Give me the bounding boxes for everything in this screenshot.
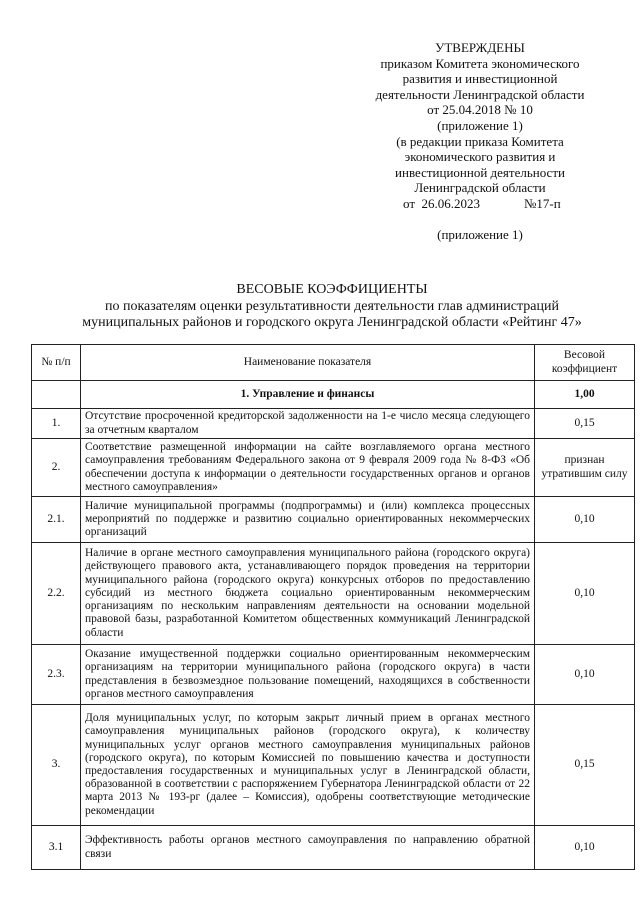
approval-line: инвестиционной деятельности (395, 164, 565, 180)
row-name: Соответствие размещенной информации на сайте возглавляемого органа местного самоуправления требованиям Федерального закона от 9 февраля 2009 года № 8-ФЗ «Об обеспечении доступа к информации о деятельности государственных органов и органов местного самоуправления» (81, 439, 535, 497)
document-title (30, 282, 634, 332)
approval-line: приказом Комитета экономического (380, 55, 580, 71)
approval-line: (приложение 1) (437, 117, 523, 133)
coefficients-table (31, 344, 635, 870)
title-subtitle: по показателям оценки результативности деятельности глав администраций (104, 298, 559, 314)
row-value: 0,10 (535, 497, 635, 543)
row-value: 0,10 (535, 645, 635, 705)
row-number: 1. (32, 409, 81, 439)
row-name: Оказание имущественной поддержки социально ориентированным некоммерческим организациям на территории муниципального района (городского округа) в части представления в безвозмездное пользование помещений, находящихся в собственности органов местного самоуправления (81, 645, 535, 705)
approval-line: УТВЕРЖДЕНЫ (435, 40, 525, 55)
approval-line: развития и инвестиционной (402, 71, 558, 87)
row-value: признан утратившим силу (535, 439, 635, 497)
title-heading: ВЕСОВЫЕ КОЭФФИЦИЕНТЫ (236, 282, 428, 297)
row-value: 0,10 (535, 543, 635, 645)
row-value: 0,10 (535, 826, 635, 870)
header-name: Наименование показателя (81, 345, 535, 381)
table-header-row (32, 345, 635, 381)
table-row (32, 705, 635, 826)
approval-line: от 25.04.2018 № 10 (427, 102, 533, 118)
row-name: Наличие муниципальной программы (подпрограммы) и (или) комплекса процессных мероприятий по поддержке и развитию социально ориентированных некоммерческих организаций (81, 497, 535, 543)
table-row (32, 543, 635, 645)
header-weight: Весовой коэффициент (535, 345, 635, 381)
header-number: № п/п (32, 345, 81, 381)
appendix-label: (приложение 1) (437, 226, 523, 242)
approval-line: экономического развития и (404, 149, 556, 165)
table-row (32, 826, 635, 870)
row-number: 3. (32, 705, 81, 826)
approval-stamp (330, 40, 630, 242)
title-subtitle: муниципальных районов и городского округа Ленинградской области «Рейтинг 47» (82, 315, 582, 330)
row-number: 2.2. (32, 543, 81, 645)
section-title: 1. Управление и финансы (81, 381, 535, 409)
table-row (32, 645, 635, 705)
row-name: Отсутствие просроченной кредиторской задолженности на 1-е число месяца следующего за отчетным кварталом (81, 409, 535, 439)
row-number: 2. (32, 439, 81, 497)
section-value: 1,00 (535, 381, 635, 409)
approval-line: деятельности Ленинградской области (375, 86, 585, 102)
row-name: Наличие в органе местного самоуправления муниципального района (городского округа) действующего правового акта, устанавливающего порядок проведения на территории муниципального района (городского округа) конкурсных отборов по предоставлению субсидий из местного бюджета социально ориентированным некоммерческим организациям по нескольким направлениям деятельности на основании модельной правовой базы, разработанной Комитетом общественных коммуникаций Ленинградской области (81, 543, 535, 645)
table-row (32, 439, 635, 497)
order-number: №17-п (524, 195, 561, 211)
order-date: 26.06.2023 (421, 195, 481, 211)
row-number: 3.1 (32, 826, 81, 870)
date-prefix: от (403, 195, 416, 211)
order-date-row (330, 196, 630, 212)
section-empty-cell (32, 381, 81, 409)
approval-line: Ленинградской области (414, 180, 546, 196)
row-value: 0,15 (535, 705, 635, 826)
table-row (32, 497, 635, 543)
row-number: 2.1. (32, 497, 81, 543)
row-name: Эффективность работы органов местного самоуправления по направлению обратной связи (81, 826, 535, 870)
row-number: 2.3. (32, 645, 81, 705)
table-row (32, 409, 635, 439)
row-name: Доля муниципальных услуг, по которым закрыт личный прием в органах местного самоуправления муниципальных районов (городского округа), к количеству муниципальных услуг органов местного самоуправления муниципальных районов (городского округа), по которым Комиссией по повышению качества и доступности предоставления государственных и муниципальных услуг в Ленинградской области, образованной в соответствии с распоряжением Губернатора Ленинградской области от 22 марта 2013 № 193-рг (далее – Комиссия), одобрены соответствующие методические рекомендации (81, 705, 535, 826)
row-value: 0,15 (535, 409, 635, 439)
approval-line: (в редакции приказа Комитета (396, 133, 564, 149)
section-row (32, 381, 635, 409)
